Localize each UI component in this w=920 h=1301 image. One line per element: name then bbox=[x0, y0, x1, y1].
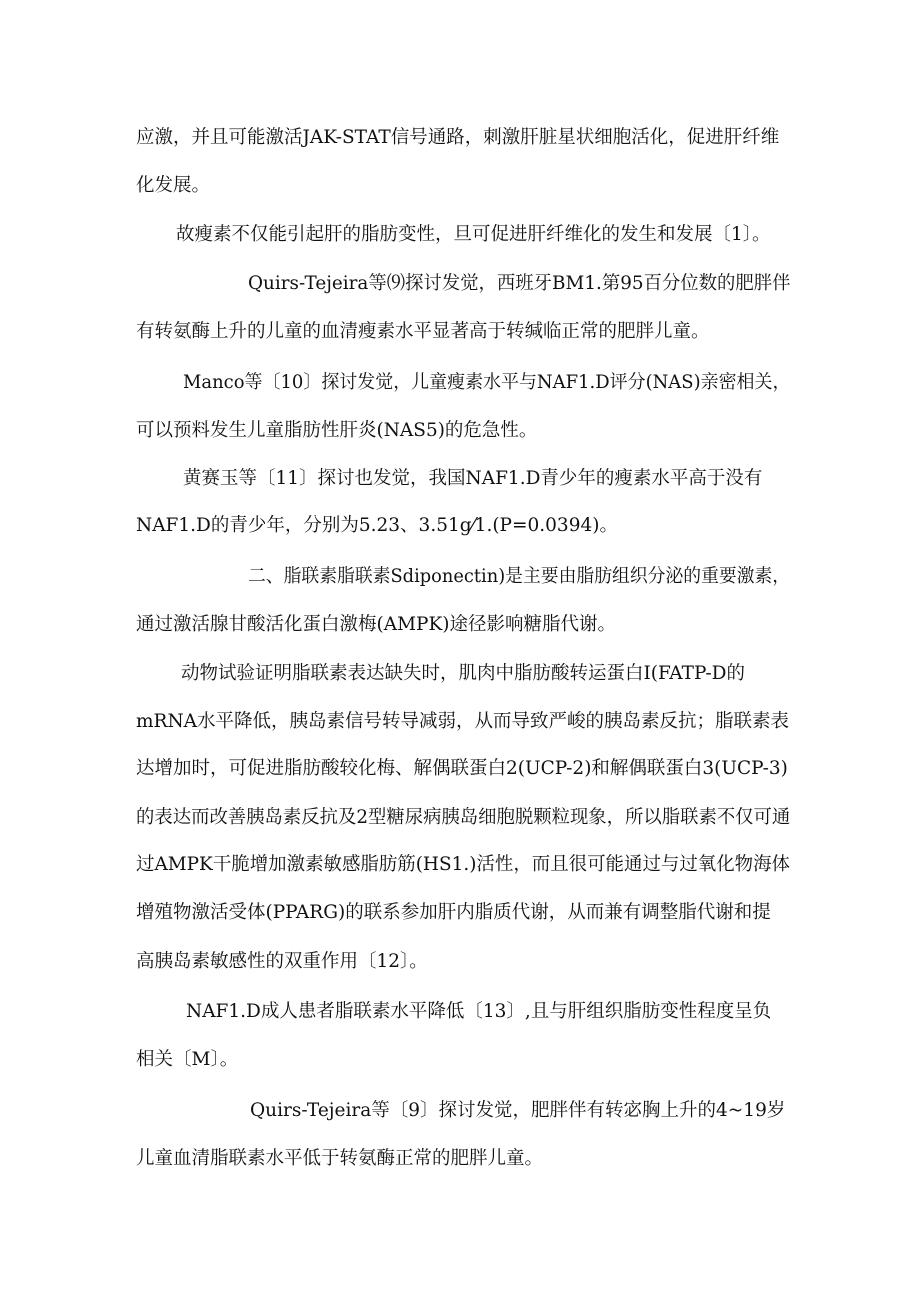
paragraph-line: 可以预料发生儿童脂肪性肝炎(NAS5)的危急性。 bbox=[136, 420, 538, 441]
paragraph-line: Quirs-Tejeira等⑼探讨发觉，西班牙BM1.第95百分位数的肥胖伴 bbox=[248, 273, 791, 294]
paragraph-line: 高胰岛素敏感性的双重作用〔12〕。 bbox=[136, 951, 428, 972]
paragraph-line: 相关〔M〕。 bbox=[136, 1049, 239, 1070]
paragraph-line: Quirs-Tejeira等〔9〕探讨发觉，肥胖伴有转宓胸上升的4~19岁 bbox=[250, 1100, 786, 1121]
paragraph-line: Manco等〔10〕探讨发觉，儿童瘦素水平与NAF1.D评分(NAS)亲密相关， bbox=[183, 372, 791, 393]
paragraph-line: 故瘦素不仅能引起肝的脂肪变性，旦可促进肝纤维化的发生和发展〔1〕。 bbox=[176, 224, 771, 245]
paragraph-line: 儿童血清脂联素水平低于转氨酶正常的肥胖儿童。 bbox=[136, 1148, 544, 1169]
paragraph-line: NAF1.D的青少年，分别为5.23、3.51g⁄1.(P=0.0394)。 bbox=[136, 515, 618, 536]
paragraph-line: mRNA水平降低，胰岛素信号转导减弱，从而导致严峻的胰岛素反抗；脂联素表 bbox=[136, 711, 790, 732]
paragraph-line: 化发展。 bbox=[136, 175, 211, 196]
paragraph-line: NAF1.D成人患者脂联素水平降低〔13〕,且与肝组织脂肪变性程度呈负 bbox=[186, 1001, 772, 1022]
paragraph-line: 有转氨酶上升的儿童的血清瘦素水平显著高于转缄临正常的肥胖儿童。 bbox=[136, 321, 710, 342]
paragraph-line: 过AMPK干脆增加激素敏感脂肪筋(HS1.)活性，而且很可能通过与过氧化物海体 bbox=[136, 854, 791, 875]
paragraph-line: 的表达而改善胰岛素反抗及2型糖尿病胰岛细胞脱颗粒现象，所以脂联素不仅可通 bbox=[136, 807, 791, 828]
paragraph-line: 黄赛玉等〔11〕探讨也发觉，我国NAF1.D青少年的瘦素水平高于没有 bbox=[183, 468, 763, 489]
paragraph-line: 应激，并且可能激活JAK-STAT信号通路，刺激肝脏星状细胞活化，促进肝纤维 bbox=[136, 127, 780, 148]
paragraph-line: 二、脂联素脂联素Sdiponectin)是主要由脂肪组织分泌的重要激素， bbox=[248, 566, 791, 587]
paragraph-line: 达增加时，可促进脂肪酸较化梅、解偶联蛋白2(UCP-2)和解偶联蛋白3(UCP-3) bbox=[136, 758, 788, 779]
paragraph-line: 动物试验证明脂联素表达缺失时，肌肉中脂肪酸转运蛋白I(FATP-D的 bbox=[181, 663, 745, 684]
paragraph-line: 通过激活腺甘酸活化蛋白激梅(AMPK)途径影响糖脂代谢。 bbox=[136, 614, 617, 635]
paragraph-line: 增殖物激活受体(PPARG)的联系参加肝内脂质代谢，从而兼有调整脂代谢和提 bbox=[136, 902, 771, 923]
